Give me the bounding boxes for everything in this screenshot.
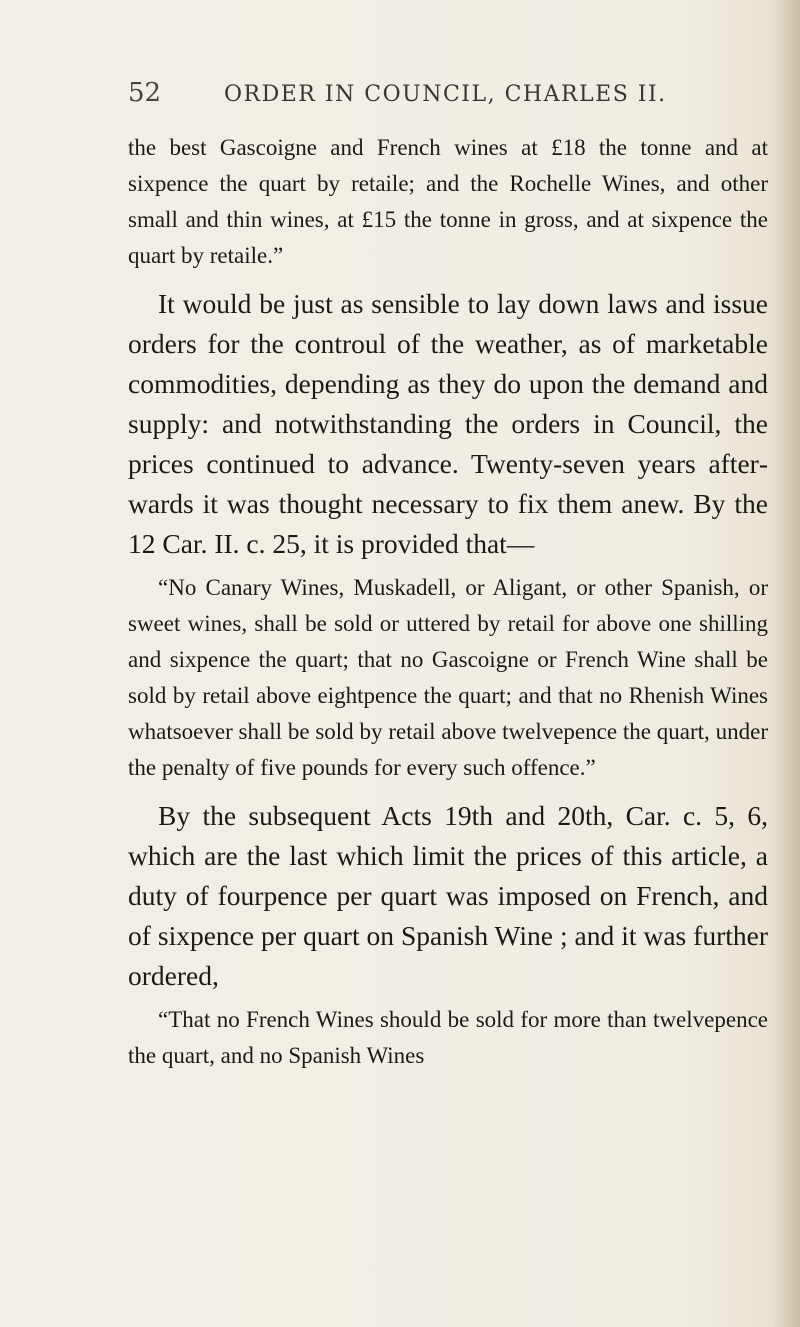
paragraph-quote-continuation: the best Gascoigne and French wines at £18 the tonne and at sixpence the quart by retaile; and the Rochelle Wines, and other small and thin wines, at £15 the tonne in gross, and at sixpence the quart by retaile.” — [128, 135, 768, 268]
page-header — [128, 78, 768, 114]
page-number: 52 — [128, 78, 162, 108]
paragraph-final-quote: “That no French Wines should be sold for more than twelvepence the quart, and no Spanish Wines — [128, 1007, 768, 1068]
paragraph-statute-quote: “No Canary Wines, Muskadell, or Aligant, or other Spanish, or sweet wines, shall be sold or uttered by retail for above one shilling and sixpence the quart; that no Gascoigne or French Wine shall be sold by retail above eightpence the quart; and that no Rhenish Wines whatsoever shall be sold by retail above twelvepence the quart, under the penalty of five pounds for every such offence.” — [128, 575, 768, 780]
body-text — [128, 130, 768, 1074]
paragraph-subsequent-acts: By the subsequent Acts 19th and 20th, Car. c. 5, 6, which are the last which limit the prices of this article, a duty of fourpence per quart was imposed on French, and of sixpence per quart on Spanish Wine ; and it was further ordered, — [128, 800, 768, 991]
running-head: ORDER IN COUNCIL, CHARLES II. — [224, 82, 667, 107]
page-edge-shadow — [772, 0, 800, 1327]
paragraph-commentary: It would be just as sensible to lay down laws and issue orders for the controul of the weather, as of marketable commodities, depending as they do upon the demand and supply: and notwithstanding the orders in Council, the prices continued to advance. Twenty-seven years afterwards it was thought necessary to fix them anew. By the 12 Car. II. c. 25, it is provided that— — [128, 288, 768, 559]
